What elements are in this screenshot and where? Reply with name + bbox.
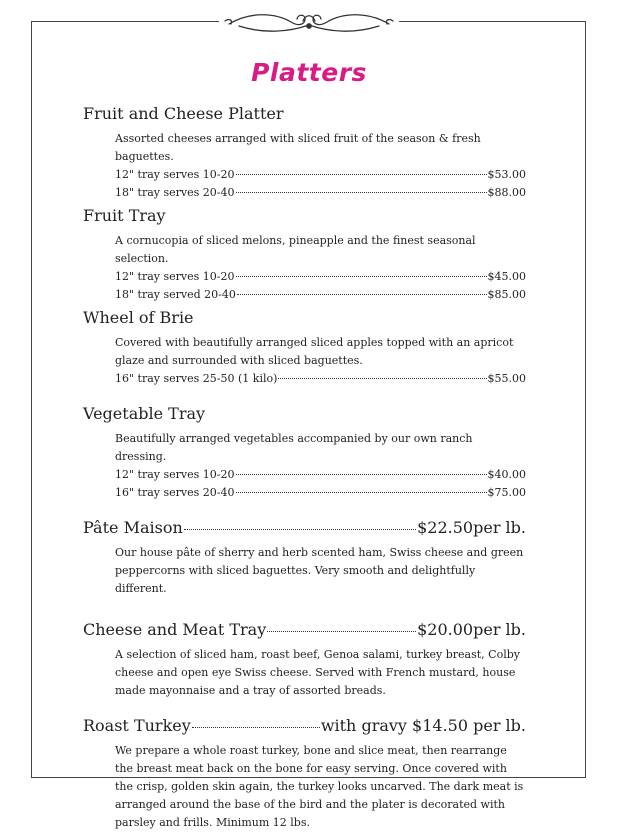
item-heading-row — [83, 714, 526, 738]
price-row — [115, 484, 526, 502]
item-name: Pâte Maison — [83, 518, 183, 537]
flourish-ornament-icon — [219, 8, 399, 36]
price-row — [115, 184, 526, 202]
item-price: $20.00per lb. — [417, 620, 526, 639]
dot-leader — [278, 378, 486, 379]
item-description: Our house pâte of sherry and herb scented ham, Swiss cheese and green peppercorns with sliced baguettes. Very smooth and delightfully different. — [115, 546, 524, 595]
item-price: with gravy $14.50 per lb. — [320, 716, 526, 735]
option-label: 12" tray serves 10-20 — [115, 468, 235, 481]
item-body — [83, 642, 526, 700]
option-label: 16" tray serves 20-40 — [115, 486, 235, 499]
dot-leader — [192, 727, 320, 728]
item-name: Cheese and Meat Tray — [83, 620, 267, 639]
page-title: Platters — [251, 58, 367, 87]
option-label: 18" tray served 20-40 — [115, 288, 236, 301]
item-name: Fruit and Cheese Platter — [83, 104, 284, 123]
option-label: 12" tray serves 10-20 — [115, 168, 235, 181]
item-description: A cornucopia of sliced melons, pineapple and the finest seasonal selection. — [115, 234, 476, 265]
item-body — [83, 330, 526, 388]
item-name: Fruit Tray — [83, 206, 166, 225]
option-label: 12" tray serves 10-20 — [115, 270, 235, 283]
dot-leader — [236, 492, 487, 493]
item-body — [83, 426, 526, 502]
item-body — [83, 228, 526, 304]
price-row — [115, 166, 526, 184]
item-description: Covered with beautifully arranged sliced apples topped with an apricot glaze and surrounded with sliced baguettes. — [115, 336, 514, 367]
price-row — [115, 286, 526, 304]
item-name: Vegetable Tray — [83, 404, 206, 423]
option-price: $40.00 — [487, 468, 526, 481]
price-row — [115, 370, 526, 388]
dot-leader — [267, 631, 416, 632]
dot-leader — [236, 474, 487, 475]
item-body — [83, 738, 526, 832]
item-heading-row — [83, 516, 526, 540]
option-label: 18" tray serves 20-40 — [115, 186, 235, 199]
price-row — [115, 466, 526, 484]
dot-leader — [184, 529, 416, 530]
item-description: Assorted cheeses arranged with sliced fruit of the season & fresh baguettes. — [115, 132, 481, 163]
item-description: A selection of sliced ham, roast beef, Genoa salami, turkey breast, Colby cheese and open eye Swiss cheese. Served with French mustard, house made mayonnaise and a tray of assorted breads. — [115, 648, 520, 697]
dot-leader — [236, 276, 487, 277]
option-price: $53.00 — [487, 168, 526, 181]
option-price: $45.00 — [487, 270, 526, 283]
item-name: Wheel of Brie — [83, 308, 194, 327]
price-row — [115, 268, 526, 286]
item-body — [83, 126, 526, 202]
menu-content — [83, 102, 526, 834]
item-price: $22.50per lb. — [417, 518, 526, 537]
option-price: $55.00 — [487, 372, 526, 385]
option-price: $88.00 — [487, 186, 526, 199]
item-description: Beautifully arranged vegetables accompanied by our own ranch dressing. — [115, 432, 473, 463]
option-price: $85.00 — [487, 288, 526, 301]
item-body — [83, 540, 526, 598]
dot-leader — [237, 294, 487, 295]
dot-leader — [236, 174, 487, 175]
option-label: 16" tray serves 25-50 (1 kilo) — [115, 372, 278, 385]
dot-leader — [236, 192, 487, 193]
item-heading-row — [83, 618, 526, 642]
item-name: Roast Turkey — [83, 716, 191, 735]
item-description: We prepare a whole roast turkey, bone and slice meat, then rearrange the breast meat back on the bone for easy serving. Once covered with the crisp, golden skin again, the turkey looks uncarved. The dark meat is arranged around the base of the bird and the plater is decorated with parsley and frills. Minimum 12 lbs. — [115, 744, 524, 829]
option-price: $75.00 — [487, 486, 526, 499]
